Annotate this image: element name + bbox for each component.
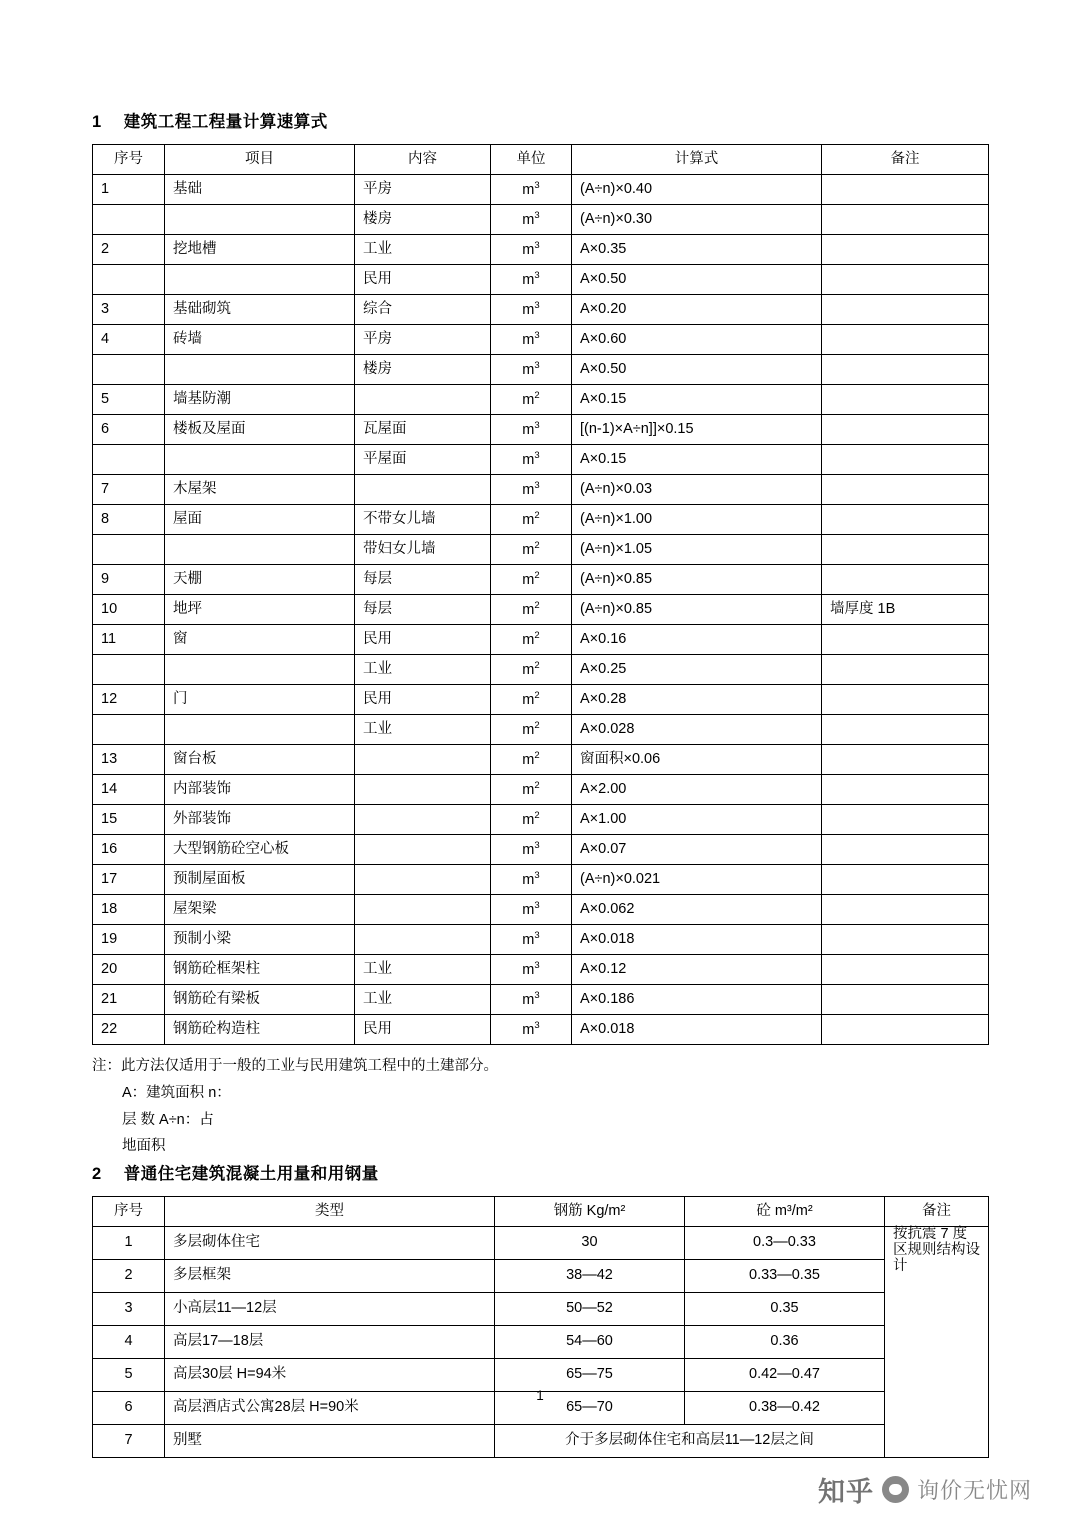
cell-formula: (A÷n)×0.021 (572, 865, 822, 895)
col-header-type: 类型 (165, 1197, 495, 1227)
table-row (93, 685, 989, 715)
cell-unit: $m^2$ (491, 745, 572, 775)
cell-item: 墙基防潮 (165, 385, 355, 415)
cell-no (93, 265, 165, 295)
table-row (93, 385, 989, 415)
cell-no: 2 (93, 235, 165, 265)
cell-item: 窗台板 (165, 745, 355, 775)
cell-remark (822, 565, 989, 595)
cell-no: 5 (93, 385, 165, 415)
cell-formula: (A÷n)×0.85 (572, 565, 822, 595)
cell-no: 20 (93, 955, 165, 985)
cell-unit: $m^3$ (491, 445, 572, 475)
cell-no (93, 715, 165, 745)
cell-content: 平屋面 (355, 445, 491, 475)
cell-type: 小高层11—12层 (165, 1293, 495, 1326)
cell-no: 16 (93, 835, 165, 865)
cell-item: 屋架梁 (165, 895, 355, 925)
cell-formula: A×0.60 (572, 325, 822, 355)
cell-no: 4 (93, 325, 165, 355)
cell-steel: 54—60 (495, 1326, 685, 1359)
cell-content: 工业 (355, 235, 491, 265)
cell-content (355, 775, 491, 805)
cell-unit: $m^3$ (491, 955, 572, 985)
cell-remark (822, 685, 989, 715)
cell-formula: A×0.028 (572, 715, 822, 745)
table-row (93, 895, 989, 925)
table-header-row (93, 1197, 989, 1227)
cell-unit: $m^2$ (491, 715, 572, 745)
table-row (93, 175, 989, 205)
cell-unit: $m^3$ (491, 985, 572, 1015)
cell-formula: A×2.00 (572, 775, 822, 805)
cell-item: 天棚 (165, 565, 355, 595)
table-row (93, 235, 989, 265)
cell-formula: (A÷n)×0.85 (572, 595, 822, 625)
col-header-no: 序号 (93, 1197, 165, 1227)
cell-item: 挖地槽 (165, 235, 355, 265)
table-row (93, 1227, 989, 1260)
table-row (93, 775, 989, 805)
cell-content (355, 895, 491, 925)
table-row (93, 415, 989, 445)
cell-unit: $m^2$ (491, 805, 572, 835)
cell-content (355, 865, 491, 895)
cell-type: 多层砌体住宅 (165, 1227, 495, 1260)
cell-item (165, 205, 355, 235)
cell-remark (822, 1015, 989, 1045)
table-row (93, 205, 989, 235)
cell-formula: [(n-1)×A÷n]]×0.15 (572, 415, 822, 445)
cell-unit: $m^3$ (491, 1015, 572, 1045)
cell-remark (822, 805, 989, 835)
document-content (92, 108, 992, 1458)
table-row (93, 805, 989, 835)
cell-no (93, 355, 165, 385)
cell-content (355, 835, 491, 865)
cell-item (165, 715, 355, 745)
cell-no: 7 (93, 475, 165, 505)
table-row (93, 1359, 989, 1392)
col-header-remark: 备注 (822, 145, 989, 175)
table-concrete-steel (92, 1196, 989, 1458)
cell-item: 屋面 (165, 505, 355, 535)
cell-remark (822, 835, 989, 865)
cell-concrete: 0.42—0.47 (685, 1359, 885, 1392)
cell-content (355, 385, 491, 415)
cell-item (165, 445, 355, 475)
cell-no: 3 (93, 295, 165, 325)
cell-steel: 30 (495, 1227, 685, 1260)
cell-unit: $m^3$ (491, 295, 572, 325)
cell-unit: $m^3$ (491, 235, 572, 265)
cell-no: 19 (93, 925, 165, 955)
cell-formula: A×0.07 (572, 835, 822, 865)
cell-remark (822, 235, 989, 265)
cell-no: 8 (93, 505, 165, 535)
cell-remark (822, 925, 989, 955)
cell-formula: A×0.25 (572, 655, 822, 685)
cell-remark (822, 445, 989, 475)
cell-item: 门 (165, 685, 355, 715)
cell-unit: $m^3$ (491, 265, 572, 295)
cell-formula: (A÷n)×0.30 (572, 205, 822, 235)
cell-item: 钢筋砼构造柱 (165, 1015, 355, 1045)
cell-item: 楼板及屋面 (165, 415, 355, 445)
cell-steel: 38—42 (495, 1260, 685, 1293)
cell-no: 4 (93, 1326, 165, 1359)
cell-item: 大型钢筋砼空心板 (165, 835, 355, 865)
cell-item (165, 535, 355, 565)
cell-remark (822, 745, 989, 775)
cell-formula: A×0.16 (572, 625, 822, 655)
cell-content: 瓦屋面 (355, 415, 491, 445)
cell-content: 工业 (355, 955, 491, 985)
note-line-1: 注：此方法仅适用于一般的工业与民用建筑工程中的土建部分。 (92, 1058, 498, 1074)
cell-no: 21 (93, 985, 165, 1015)
cell-remark (822, 895, 989, 925)
table-row (93, 565, 989, 595)
cell-type: 高层17—18层 (165, 1326, 495, 1359)
table-row (93, 865, 989, 895)
table-row (93, 355, 989, 385)
cell-formula: (A÷n)×0.03 (572, 475, 822, 505)
cell-type: 别墅 (165, 1425, 495, 1458)
cell-unit: $m^3$ (491, 415, 572, 445)
cell-formula: (A÷n)×0.40 (572, 175, 822, 205)
cell-content: 综合 (355, 295, 491, 325)
cell-steel: 50—52 (495, 1293, 685, 1326)
cell-span-note: 介于多层砌体住宅和高层11—12层之间 (495, 1425, 885, 1458)
table-row (93, 535, 989, 565)
section-1-heading-text: 建筑工程工程量计算速算式 (123, 113, 328, 131)
cell-remark (822, 175, 989, 205)
cell-content: 民用 (355, 1015, 491, 1045)
cell-item: 地坪 (165, 595, 355, 625)
col-header-item: 项目 (165, 145, 355, 175)
watermark-account-name: 询价无忧网 (916, 1478, 1032, 1503)
cell-formula: A×0.50 (572, 355, 822, 385)
section-1-title (92, 108, 992, 132)
cell-formula: A×0.28 (572, 685, 822, 715)
cell-content (355, 475, 491, 505)
cell-remark (822, 775, 989, 805)
cell-concrete: 0.36 (685, 1326, 885, 1359)
cell-formula: A×0.062 (572, 895, 822, 925)
table-row (93, 445, 989, 475)
cell-item: 预制小梁 (165, 925, 355, 955)
cell-no: 11 (93, 625, 165, 655)
cell-item: 钢筋砼框架柱 (165, 955, 355, 985)
cell-content: 民用 (355, 265, 491, 295)
table-row (93, 295, 989, 325)
note-line-2: A：建筑面积 n： (122, 1084, 231, 1101)
cell-remark (822, 265, 989, 295)
table-row (93, 1260, 989, 1293)
cell-formula: 窗面积×0.06 (572, 745, 822, 775)
cell-remark: 按抗震 7 度区规则结构设计 (885, 1227, 989, 1458)
table-row (93, 625, 989, 655)
cell-remark (822, 505, 989, 535)
cell-item: 钢筋砼有梁板 (165, 985, 355, 1015)
cell-no: 17 (93, 865, 165, 895)
cell-formula: A×0.50 (572, 265, 822, 295)
cell-unit: $m^2$ (491, 565, 572, 595)
table-row (93, 325, 989, 355)
cell-content: 楼房 (355, 355, 491, 385)
cell-remark (822, 415, 989, 445)
cell-concrete: 0.35 (685, 1293, 885, 1326)
note-line-3: 层 数 A÷n：占 (122, 1111, 214, 1128)
table-row (93, 595, 989, 625)
cell-no: 9 (93, 565, 165, 595)
cell-unit: $m^3$ (491, 325, 572, 355)
cell-unit: $m^3$ (491, 865, 572, 895)
cell-content: 楼房 (355, 205, 491, 235)
cell-item: 木屋架 (165, 475, 355, 505)
cell-unit: $m^3$ (491, 355, 572, 385)
cell-no: 6 (93, 415, 165, 445)
cell-content (355, 925, 491, 955)
cell-formula: A×0.018 (572, 925, 822, 955)
table-row (93, 1293, 989, 1326)
table-row (93, 1326, 989, 1359)
cell-formula: A×0.186 (572, 985, 822, 1015)
cell-remark (822, 955, 989, 985)
cell-unit: $m^2$ (491, 595, 572, 625)
cell-no (93, 445, 165, 475)
cell-remark (822, 385, 989, 415)
col-header-unit: 单位 (491, 145, 572, 175)
col-header-concrete: 砼 m³/m² (685, 1197, 885, 1227)
cell-formula: A×1.00 (572, 805, 822, 835)
col-header-formula: 计算式 (572, 145, 822, 175)
cell-remark (822, 295, 989, 325)
cell-item: 基础砌筑 (165, 295, 355, 325)
cell-formula: A×0.12 (572, 955, 822, 985)
cell-no: 7 (93, 1425, 165, 1458)
cell-item: 预制屋面板 (165, 865, 355, 895)
cell-content: 民用 (355, 625, 491, 655)
cell-content: 民用 (355, 685, 491, 715)
zhihu-logo: 知乎 (817, 1477, 874, 1507)
table-row (93, 265, 989, 295)
col-header-content: 内容 (355, 145, 491, 175)
cell-unit: $m^2$ (491, 625, 572, 655)
cell-formula: A×0.018 (572, 1015, 822, 1045)
cell-unit: $m^2$ (491, 685, 572, 715)
table-row (93, 475, 989, 505)
cell-remark (822, 625, 989, 655)
page-number: 1 (536, 1388, 544, 1403)
table-row (93, 745, 989, 775)
cell-no (93, 535, 165, 565)
cell-type: 多层框架 (165, 1260, 495, 1293)
section-2-heading-text: 普通住宅建筑混凝土用量和用钢量 (123, 1165, 379, 1184)
cell-content: 平房 (355, 175, 491, 205)
table-row (93, 955, 989, 985)
cell-no: 1 (93, 175, 165, 205)
cell-item: 砖墙 (165, 325, 355, 355)
account-avatar-icon (882, 1476, 909, 1503)
cell-item (165, 265, 355, 295)
col-header-no: 序号 (93, 145, 165, 175)
cell-item: 外部装饰 (165, 805, 355, 835)
cell-remark (822, 355, 989, 385)
cell-content: 每层 (355, 595, 491, 625)
table-row (93, 925, 989, 955)
cell-remark: 墙厚度 1B (822, 595, 989, 625)
cell-no: 2 (93, 1260, 165, 1293)
cell-no: 6 (93, 1392, 165, 1425)
table-row (93, 985, 989, 1015)
cell-steel: 65—75 (495, 1359, 685, 1392)
cell-formula: (A÷n)×1.05 (572, 535, 822, 565)
cell-no: 3 (93, 1293, 165, 1326)
cell-no (93, 655, 165, 685)
cell-unit: $m^2$ (491, 655, 572, 685)
cell-type: 高层酒店式公寓28层 H=90米 (165, 1392, 495, 1425)
table-row (93, 1425, 989, 1458)
section-1-number: 1 (92, 113, 102, 131)
cell-content: 工业 (355, 985, 491, 1015)
cell-no: 12 (93, 685, 165, 715)
cell-concrete: 0.38—0.42 (685, 1392, 885, 1425)
table-row (93, 1015, 989, 1045)
table-row (93, 505, 989, 535)
section-2-title (92, 1160, 992, 1184)
table-row (93, 715, 989, 745)
cell-no: 15 (93, 805, 165, 835)
cell-no: 18 (93, 895, 165, 925)
cell-remark (822, 865, 989, 895)
cell-steel: 65—70 (495, 1392, 685, 1425)
cell-content: 工业 (355, 655, 491, 685)
cell-formula: A×0.15 (572, 385, 822, 415)
cell-remark (822, 535, 989, 565)
cell-formula: A×0.20 (572, 295, 822, 325)
cell-content: 每层 (355, 565, 491, 595)
cell-no: 5 (93, 1359, 165, 1392)
cell-content: 平房 (355, 325, 491, 355)
cell-unit: $m^3$ (491, 475, 572, 505)
cell-remark (822, 205, 989, 235)
cell-unit: $m^3$ (491, 895, 572, 925)
cell-item: 窗 (165, 625, 355, 655)
cell-unit: $m^3$ (491, 205, 572, 235)
cell-content (355, 805, 491, 835)
cell-unit: $m^2$ (491, 385, 572, 415)
cell-no (93, 205, 165, 235)
section-1-notes (92, 1053, 992, 1160)
cell-unit: $m^3$ (491, 835, 572, 865)
section-2-number: 2 (92, 1165, 102, 1184)
cell-remark (822, 985, 989, 1015)
note-line-4: 地面积 (122, 1138, 166, 1155)
cell-remark (822, 715, 989, 745)
cell-item: 基础 (165, 175, 355, 205)
watermark (818, 1470, 1032, 1509)
table-row (93, 835, 989, 865)
table-row (93, 655, 989, 685)
cell-remark (822, 475, 989, 505)
cell-formula: A×0.35 (572, 235, 822, 265)
cell-unit: $m^2$ (491, 775, 572, 805)
cell-unit: $m^3$ (491, 925, 572, 955)
cell-formula: A×0.15 (572, 445, 822, 475)
cell-no: 22 (93, 1015, 165, 1045)
cell-no: 13 (93, 745, 165, 775)
cell-content: 工业 (355, 715, 491, 745)
cell-remark (822, 655, 989, 685)
cell-concrete: 0.3—0.33 (685, 1227, 885, 1260)
col-header-steel: 钢筋 Kg/m² (495, 1197, 685, 1227)
cell-item (165, 355, 355, 385)
cell-content: 不带女儿墙 (355, 505, 491, 535)
table-quantity-formulas (92, 144, 989, 1045)
cell-concrete: 0.33—0.35 (685, 1260, 885, 1293)
cell-no: 14 (93, 775, 165, 805)
cell-content: 带妇女儿墙 (355, 535, 491, 565)
cell-remark (822, 325, 989, 355)
cell-no: 10 (93, 595, 165, 625)
cell-type: 高层30层 H=94米 (165, 1359, 495, 1392)
cell-content (355, 745, 491, 775)
cell-unit: $m^2$ (491, 505, 572, 535)
cell-formula: (A÷n)×1.00 (572, 505, 822, 535)
cell-item: 内部装饰 (165, 775, 355, 805)
cell-unit: $m^3$ (491, 175, 572, 205)
col-header-remark: 备注 (885, 1197, 989, 1227)
table-header-row (93, 145, 989, 175)
cell-unit: $m^2$ (491, 535, 572, 565)
cell-no: 1 (93, 1227, 165, 1260)
cell-item (165, 655, 355, 685)
